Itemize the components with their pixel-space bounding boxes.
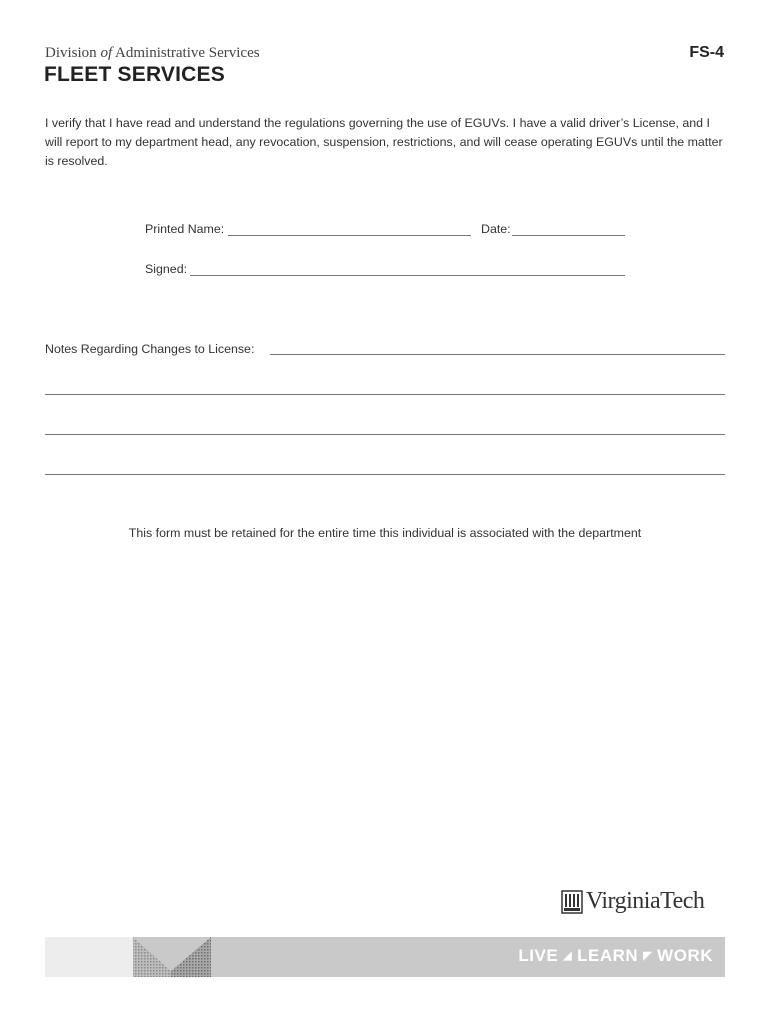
tagline-learn: LEARN bbox=[577, 946, 639, 965]
signature-line[interactable] bbox=[190, 275, 625, 276]
tagline-separator-1: ◢ bbox=[563, 950, 573, 962]
tagline bbox=[518, 946, 713, 966]
logo-wordmark: VirginiaTech bbox=[586, 888, 705, 914]
printed-name-label: Printed Name: bbox=[145, 222, 225, 236]
notes-line-1[interactable] bbox=[270, 354, 725, 355]
date-label: Date: bbox=[481, 222, 511, 236]
verification-statement: I verify that I have read and understand the regulations governing the use of EGUVs. I have a valid driver’s License, and I will report to my department head, any revocation, suspension, restrictions, and will cease operating EGUVs until the matter is resolved. bbox=[45, 116, 723, 168]
tagline-live: LIVE bbox=[518, 946, 559, 965]
page-title: FLEET SERVICES bbox=[44, 63, 225, 86]
printed-name-line[interactable] bbox=[228, 235, 471, 236]
notes-line-4[interactable] bbox=[45, 474, 725, 475]
notes-label: Notes Regarding Changes to License: bbox=[45, 342, 255, 356]
tagline-work: WORK bbox=[657, 946, 713, 965]
retention-note: This form must be retained for the entire time this individual is associated with the department bbox=[128, 526, 642, 540]
notes-line-3[interactable] bbox=[45, 434, 725, 435]
form-id: FS-4 bbox=[689, 44, 724, 61]
signed-label: Signed: bbox=[145, 262, 188, 276]
brand-banner bbox=[45, 937, 725, 977]
virginia-tech-logo bbox=[561, 888, 704, 915]
division-of: of bbox=[100, 45, 113, 61]
notes-line-2[interactable] bbox=[45, 394, 725, 395]
hokie-stone-icon bbox=[561, 889, 583, 915]
division-prefix: Division bbox=[45, 45, 101, 61]
tagline-separator-2: ◤ bbox=[643, 950, 653, 962]
date-line[interactable] bbox=[512, 235, 625, 236]
division-heading bbox=[45, 45, 260, 62]
division-suffix: Administrative Services bbox=[112, 45, 260, 61]
